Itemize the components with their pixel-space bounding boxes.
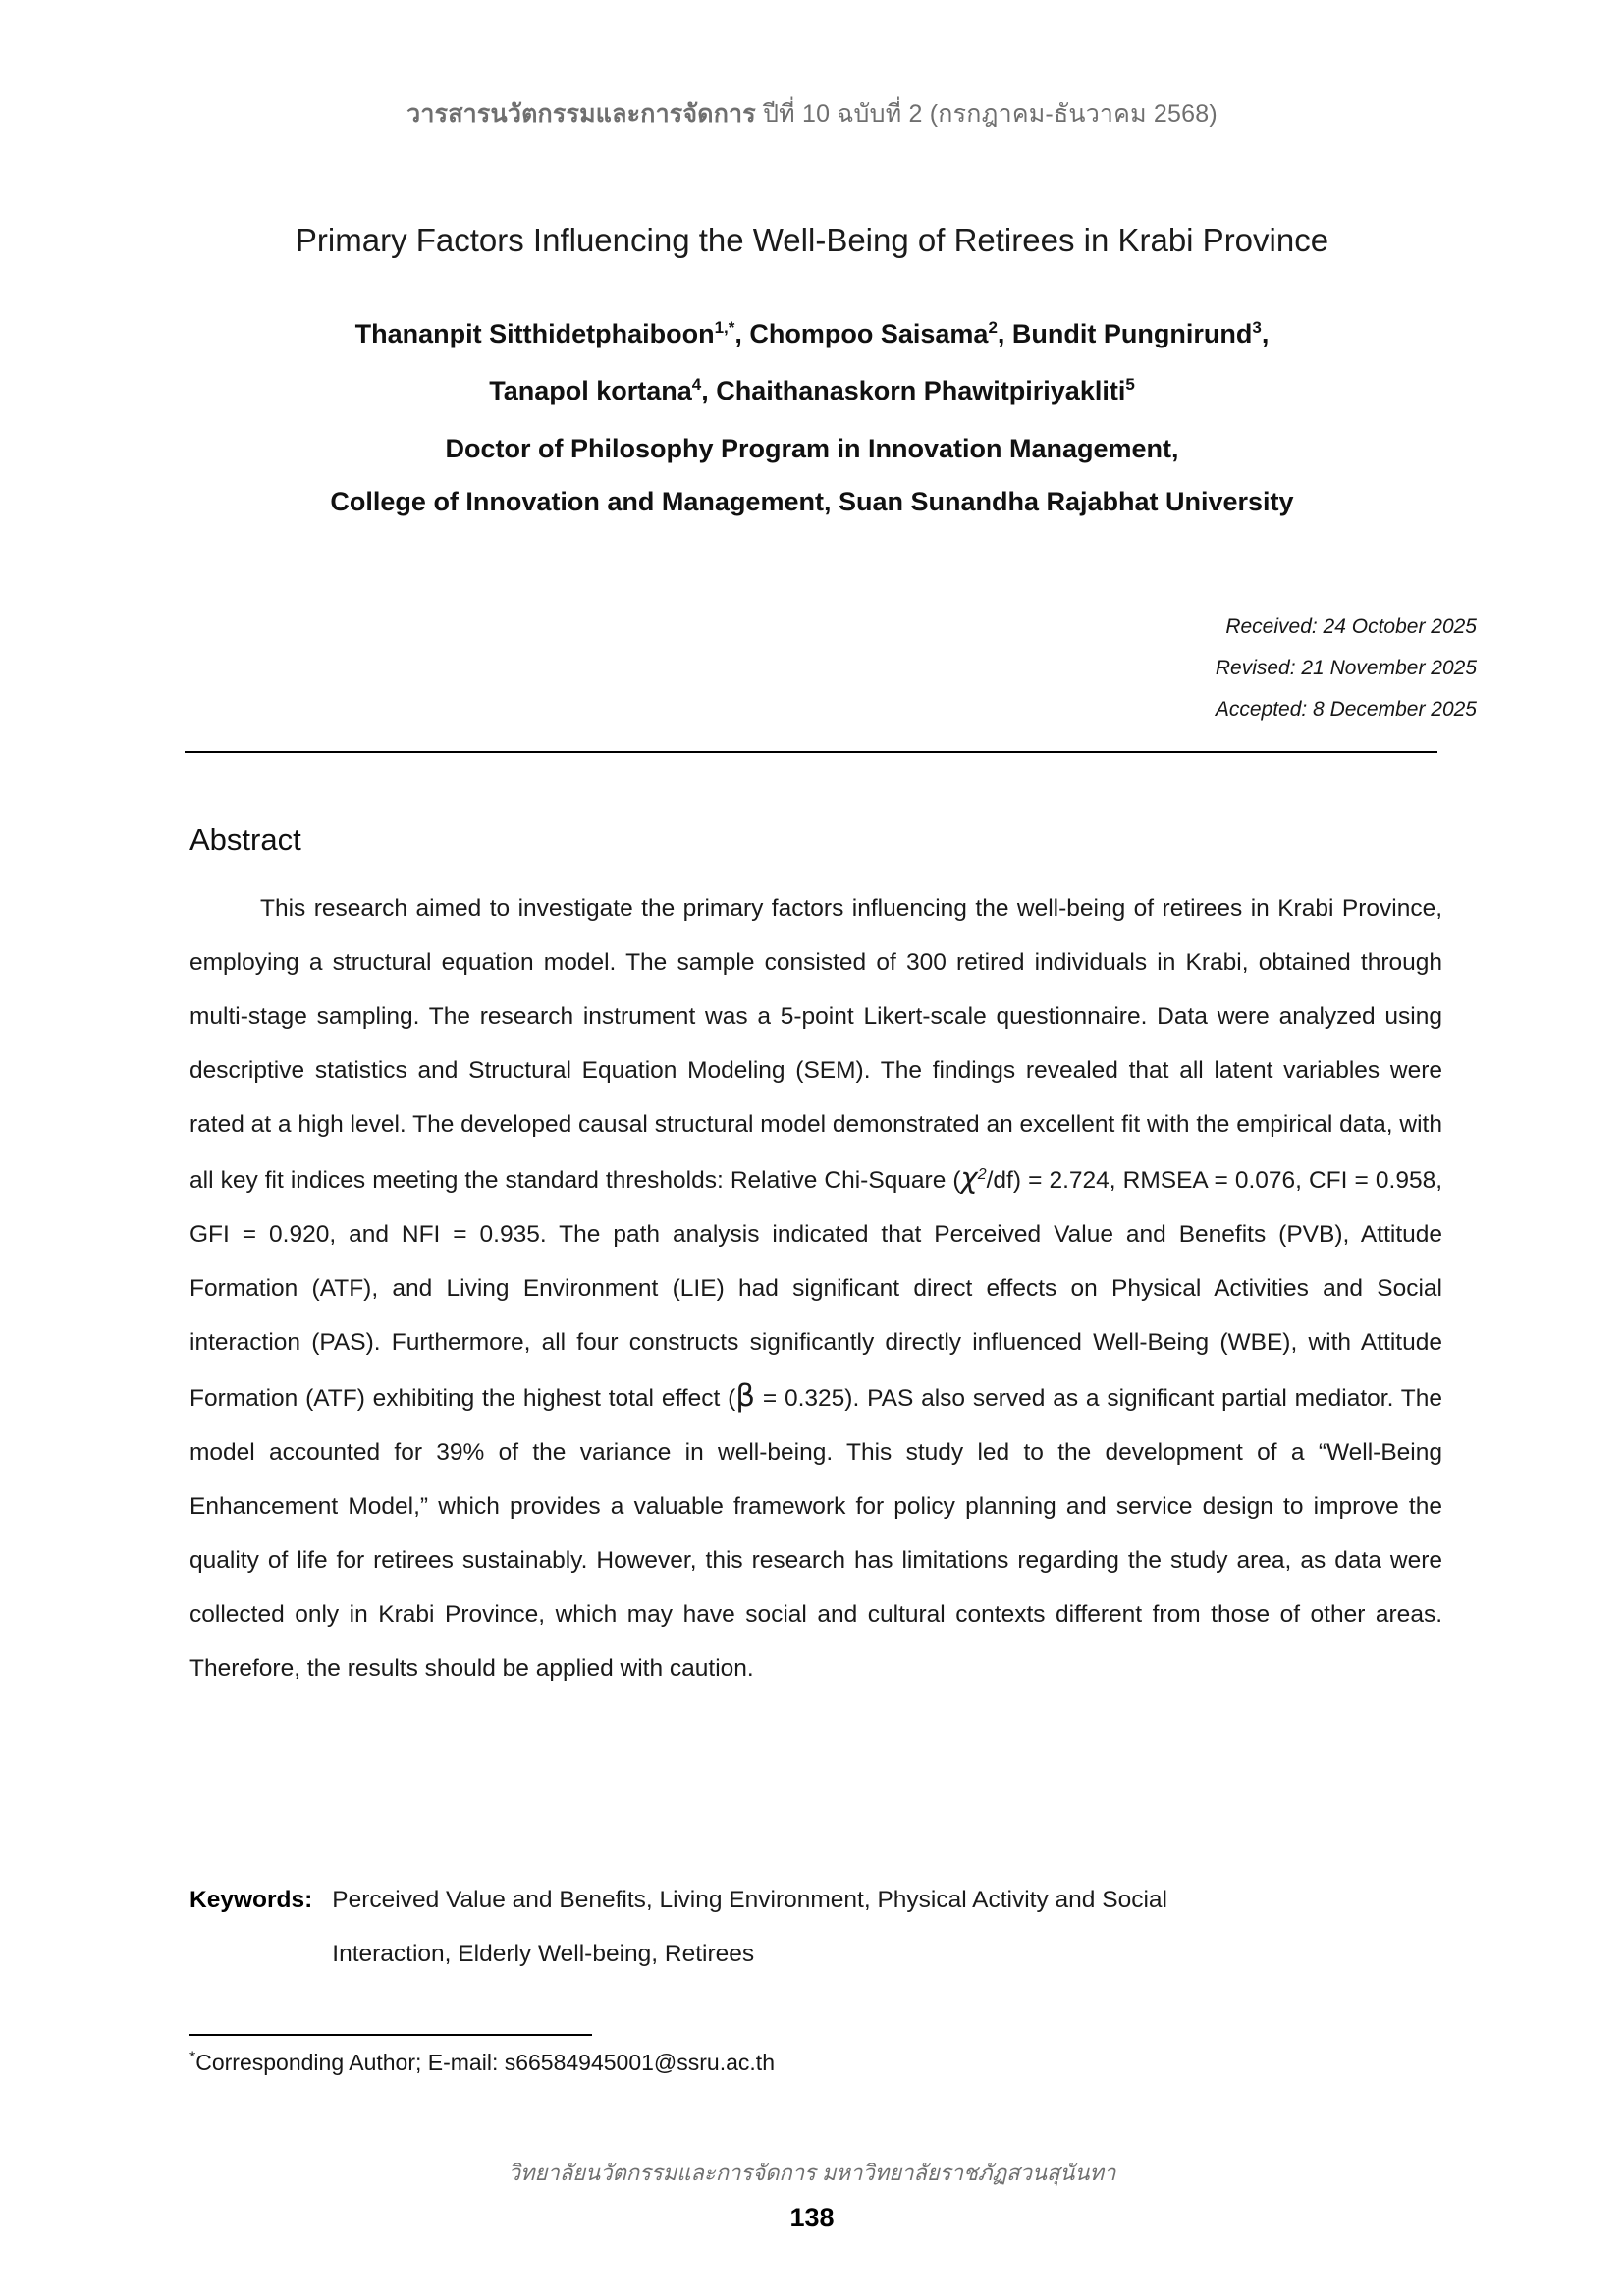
page-title: Primary Factors Influencing the Well-Being of Retirees in Krabi Province	[295, 222, 1329, 259]
submission-dates	[1216, 607, 1477, 730]
corresponding-author-footnote	[189, 2050, 775, 2076]
abstract-heading: Abstract	[189, 823, 301, 857]
author-name-2: , Chompoo Saisama	[734, 319, 989, 348]
abstract-body	[189, 881, 1442, 1695]
author-affil-marker-5: 5	[1125, 375, 1135, 395]
page-number: 138	[789, 2203, 835, 2232]
author-affil-marker-3: 3	[1252, 318, 1262, 337]
author-name-3: , Bundit Pungnirund	[997, 319, 1253, 348]
chi-square-symbol: χ	[960, 1161, 978, 1195]
beta-symbol: β	[735, 1378, 756, 1414]
author-affil-marker-4: 4	[691, 375, 702, 395]
author-name-5: , Chaithanaskorn Phawitpiriyakliti	[701, 376, 1126, 406]
date-revised: Revised: 21 November 2025	[1215, 657, 1477, 679]
author-line-1-trailing: ,	[1261, 319, 1270, 348]
author-name-4: Tanapol kortana	[489, 376, 692, 406]
keywords-values: Perceived Value and Benefits, Living Environment, Physical Activity and Social Interaction, Elderly Well-being, Retirees	[332, 1887, 1167, 1967]
affiliation-line-2: College of Innovation and Management, Suan Sunandha Rajabhat University	[330, 487, 1294, 517]
footer-institution: วิทยาลัยนวัตกรรมและการจัดการ มหาวิทยาลัยราชภัฏสวนสุนันทา	[508, 2161, 1116, 2185]
author-line-2	[147, 373, 1477, 408]
keywords-block	[189, 1873, 1442, 1981]
abstract-text-part-2: /df) = 2.724, RMSEA = 0.076, CFI = 0.958, GFI = 0.920, and NFI = 0.935. The path analysis indicated that Perceived Value and Benefits (PVB), Attitude Formation (ATF), and Living Environment (LIE) had significant direct effects on Physical Activities and Social interaction (PAS). Furthermore, all four constructs significantly directly influenced Well-Being (WBE), with Attitude Formation (ATF) exhibiting the highest total effect (	[189, 1167, 1442, 1412]
abstract-text-part-1: This research aimed to investigate the primary factors influencing the well-being of retirees in Krabi Province, employing a structural equation model. The sample consisted of 300 retired individuals in Krabi, obtained through multi-stage sampling. The research instrument was a 5-point Likert-scale questionnaire. Data were analyzed using descriptive statistics and Structural Equation Modeling (SEM). The findings revealed that all latent variables were rated at a high level. The developed causal structural model demonstrated an excellent fit with the empirical data, with all key fit indices meeting the standard thresholds: Relative Chi-Square (	[189, 895, 1442, 1194]
journal-name: วารสารนวัตกรรมและการจัดการ	[406, 100, 756, 128]
author-affil-marker-2: 2	[988, 318, 998, 337]
running-head	[0, 94, 1624, 133]
author-line-1	[147, 316, 1477, 351]
date-received: Received: 24 October 2025	[1225, 615, 1477, 638]
author-name-1: Thananpit Sitthidetphaiboon	[354, 319, 715, 348]
footnote-divider	[189, 2034, 592, 2036]
affiliation-line-1: Doctor of Philosophy Program in Innovation Management,	[445, 433, 1179, 463]
journal-issue-info: ปีที่ 10 ฉบับที่ 2 (กรกฎาคม-ธันวาคม 2568)	[755, 100, 1218, 128]
abstract-text-part-3: = 0.325). PAS also served as a significant partial mediator. The model accounted for 39% of the variance in well-being. This study led to the development of a “Well-Being Enhancement Model,” which provides a valuable framework for policy planning and service design to improve the quality of life for retirees sustainably. However, this research has limitations regarding the study area, as data were collected only in Krabi Province, which may have social and cultural contexts different from those of other areas. Therefore, the results should be applied with caution.	[189, 1385, 1442, 1682]
footnote-text: Corresponding Author; E-mail: s66584945001@ssru.ac.th	[195, 2050, 775, 2075]
byline-block	[147, 316, 1477, 538]
keywords-label: Keywords:	[189, 1887, 313, 1913]
date-accepted: Accepted: 8 December 2025	[1215, 698, 1477, 721]
chi-square-exponent: 2	[977, 1165, 987, 1183]
author-affil-marker-1: 1,*	[714, 318, 735, 337]
header-divider	[185, 751, 1437, 753]
footnote-marker: *	[189, 2049, 196, 2066]
